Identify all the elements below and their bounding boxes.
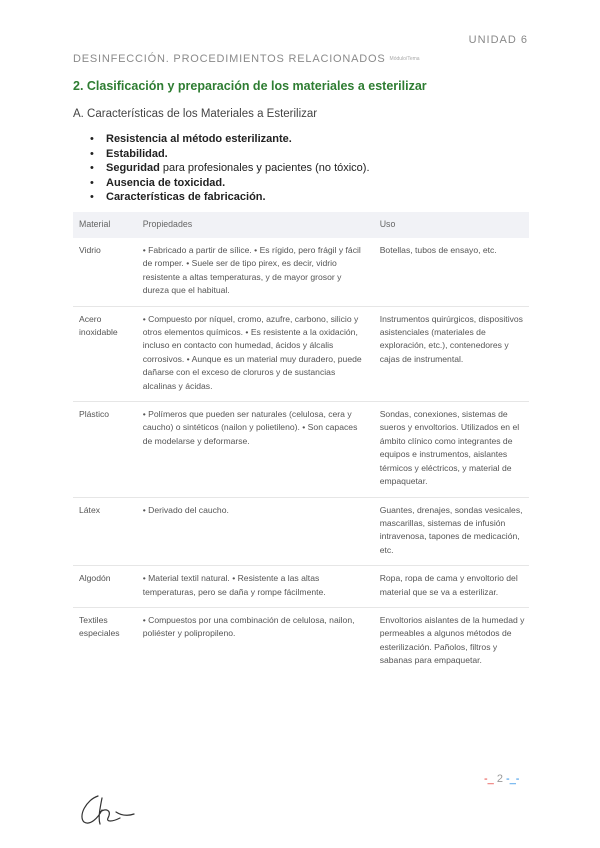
cell-propiedades: • Compuesto por níquel, cromo, azufre, carbono, silicio y otros elementos químicos. • Es resistente a la oxidación, incluso en contacto con humedad, ácidos y álcalis corrosivos. • Aunque es un material muy duradero, puede dañarse con el exceso de cloruros y de sustancias alcalinas y ácidas. xyxy=(142,313,362,391)
list-item-bold: Estabilidad. xyxy=(106,147,168,160)
cell-uso: Botellas, tubos de ensayo, etc. xyxy=(379,245,497,255)
list-item-bold: Ausencia de toxicidad. xyxy=(106,176,226,189)
table-row xyxy=(73,402,529,497)
cell-uso: Sondas, conexiones, sistemas de sueros y envoltorios. Utilizados en el ámbito clínico como integrantes de equipos e instrumentos, aislantes térmicos y eléctricos, y material de empaquetar. xyxy=(379,409,520,487)
cell-propiedades: • Material textil natural. • Resistente a las altas temperaturas, pero se daña y rompe fácilmente. xyxy=(142,573,326,597)
cell-uso: Guantes, drenajes, sondas vesicales, mascarillas, sistemas de infusión intravenosa, tapones de medicación, etc. xyxy=(379,504,523,555)
table-row xyxy=(73,238,529,307)
document-header xyxy=(73,53,420,65)
section-subtitle: A. Características de los Materiales a Esterilizar xyxy=(73,108,318,120)
list-item-text: para profesionales y pacientes (no tóxico). xyxy=(159,162,370,175)
materials-table xyxy=(73,212,529,676)
table-row xyxy=(73,566,529,608)
cell-uso: Ropa, ropa de cama y envoltorio del material que se va a esterilizar. xyxy=(379,573,518,597)
list-item-bold: Seguridad xyxy=(106,162,160,175)
table-row xyxy=(73,307,529,402)
list-item xyxy=(90,190,370,205)
cell-material: Textiles especiales xyxy=(79,614,120,639)
header-material: Material xyxy=(79,219,111,230)
page-mark-right: -_- xyxy=(506,773,520,785)
document-title: DESINFECCIÓN. PROCEDIMIENTOS RELACIONADOS xyxy=(73,53,386,65)
list-item xyxy=(90,132,370,147)
cell-propiedades: • Fabricado a partir de sílice. • Es rígido, pero frágil y fácil de romper. • Suele ser de tipo pirex, es decir, vidrio resistente a altas temperaturas, y de mayor grosor y dureza que el habitual. xyxy=(142,245,361,296)
cell-material: Acero inoxidable xyxy=(79,313,118,338)
table-header xyxy=(73,212,529,238)
cell-material: Algodón xyxy=(79,573,111,584)
cell-uso: Envoltorios aislantes de la humedad y permeables a algunos métodos de esterilización. Pañolos, filtros y sabanas para empaquetar. xyxy=(379,614,525,666)
signature-icon xyxy=(76,790,146,830)
list-item-bold: Resistencia al método esterilizante. xyxy=(106,133,292,145)
header-propiedades: Propiedades xyxy=(142,219,193,230)
cell-material: Vidrio xyxy=(79,245,101,255)
list-item xyxy=(90,161,370,176)
list-item xyxy=(90,176,370,191)
cell-propiedades: • Polímeros que pueden ser naturales (celulosa, cera y caucho) o sintéticos (nailon y polietileno). • Son capaces de modelarse y deformarse. xyxy=(142,409,358,446)
unit-label: UNIDAD 6 xyxy=(468,34,528,46)
section-title: 2. Clasificación y preparación de los materiales a esterilizar xyxy=(73,79,427,93)
page-number xyxy=(484,773,519,785)
page-mark-left: -_ xyxy=(484,773,494,785)
cell-uso: Instrumentos quirúrgicos, dispositivos asistenciales (materiales de exploración, etc.), contenedores y cajas de instrumental. xyxy=(379,313,523,364)
table-row xyxy=(73,608,529,676)
table-row xyxy=(73,498,529,567)
header-uso: Uso xyxy=(379,219,396,230)
cell-material: Látex xyxy=(79,504,101,515)
cell-propiedades: • Derivado del caucho. xyxy=(142,504,229,515)
page-number-value: 2 xyxy=(496,773,503,785)
document-subtitle: Módulo/Tema xyxy=(389,56,420,63)
list-item xyxy=(90,147,370,162)
cell-propiedades: • Compuestos por una combinación de celulosa, nailon, poliéster y polipropileno. xyxy=(142,614,355,639)
cell-material: Plástico xyxy=(79,409,110,420)
characteristics-list xyxy=(90,132,370,205)
list-item-bold: Características de fabricación. xyxy=(106,191,266,204)
